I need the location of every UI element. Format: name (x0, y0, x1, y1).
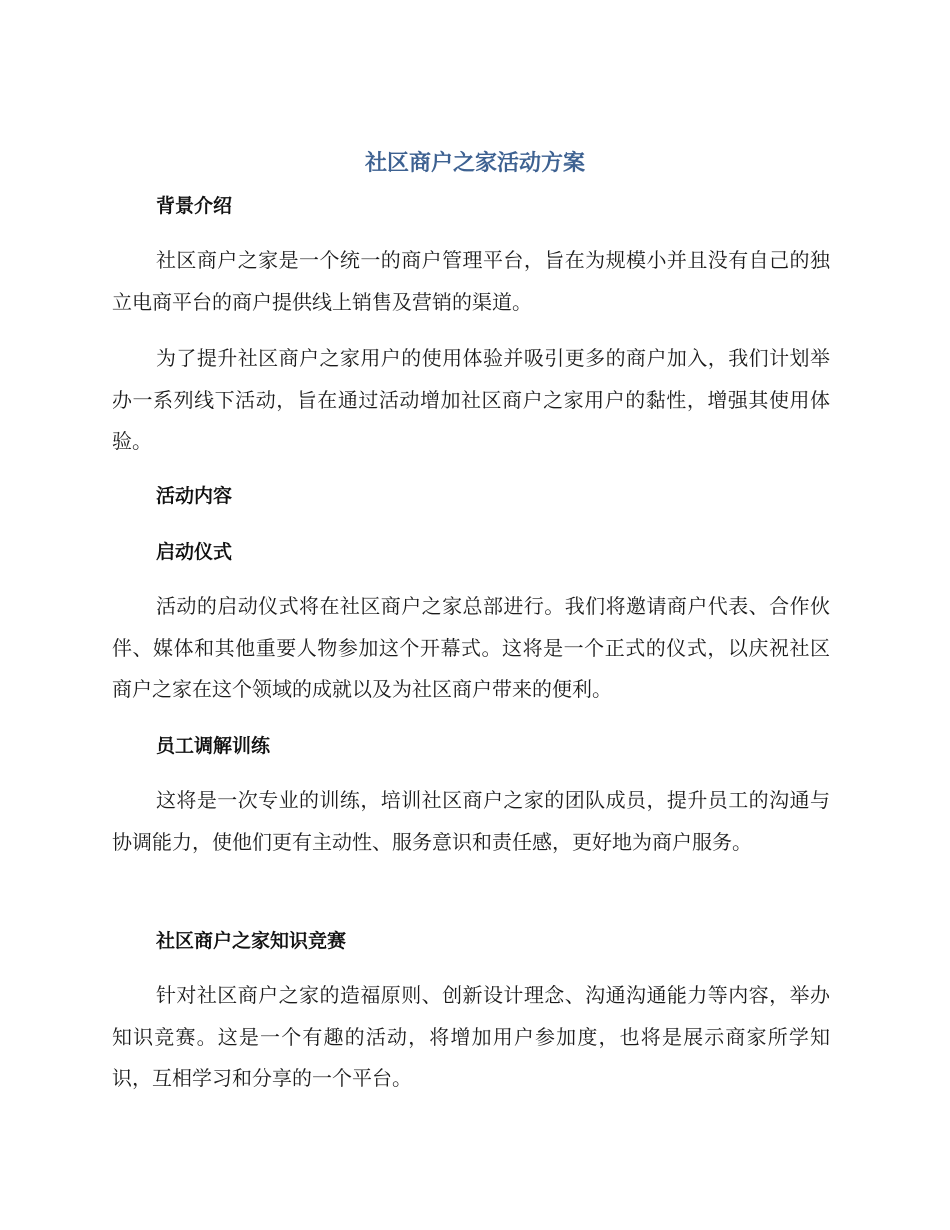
paragraph-knowledge-contest: 针对社区商户之家的造福原则、创新设计理念、沟通沟通能力等内容，举办知识竞赛。这是一个有趣的活动，将增加用户参加度，也将是展示商家所学知识，互相学习和分享的一个平台。 (112, 983, 830, 1090)
paragraph-background-goal: 为了提升社区商户之家用户的使用体验并吸引更多的商户加入，我们计划举办一系列线下活动，旨在通过活动增加社区商户之家用户的黏性，增强其使用体验。 (112, 346, 830, 453)
section-heading-activity-content: 活动内容 (156, 485, 233, 507)
section-heading-knowledge-contest: 社区商户之家知识竞赛 (156, 930, 347, 952)
paragraph-launch-ceremony: 活动的启动仪式将在社区商户之家总部进行。我们将邀请商户代表、合作伙伴、媒体和其他重要人物参加这个开幕式。这将是一个正式的仪式，以庆祝社区商户之家在这个领域的成就以及为社区商户带来的便利。 (112, 594, 830, 701)
section-heading-staff-training: 员工调解训练 (156, 735, 271, 757)
section-heading-background: 背景介绍 (156, 195, 233, 217)
paragraph-staff-training: 这将是一次专业的训练，培训社区商户之家的团队成员，提升员工的沟通与协调能力，使他们更有主动性、服务意识和责任感，更好地为商户服务。 (112, 788, 830, 854)
paragraph-background-intro: 社区商户之家是一个统一的商户管理平台，旨在为规模小并且没有自己的独立电商平台的商户提供线上销售及营销的渠道。 (112, 248, 830, 314)
section-heading-launch-ceremony: 启动仪式 (156, 541, 233, 563)
document-title: 社区商户之家活动方案 (364, 151, 585, 176)
